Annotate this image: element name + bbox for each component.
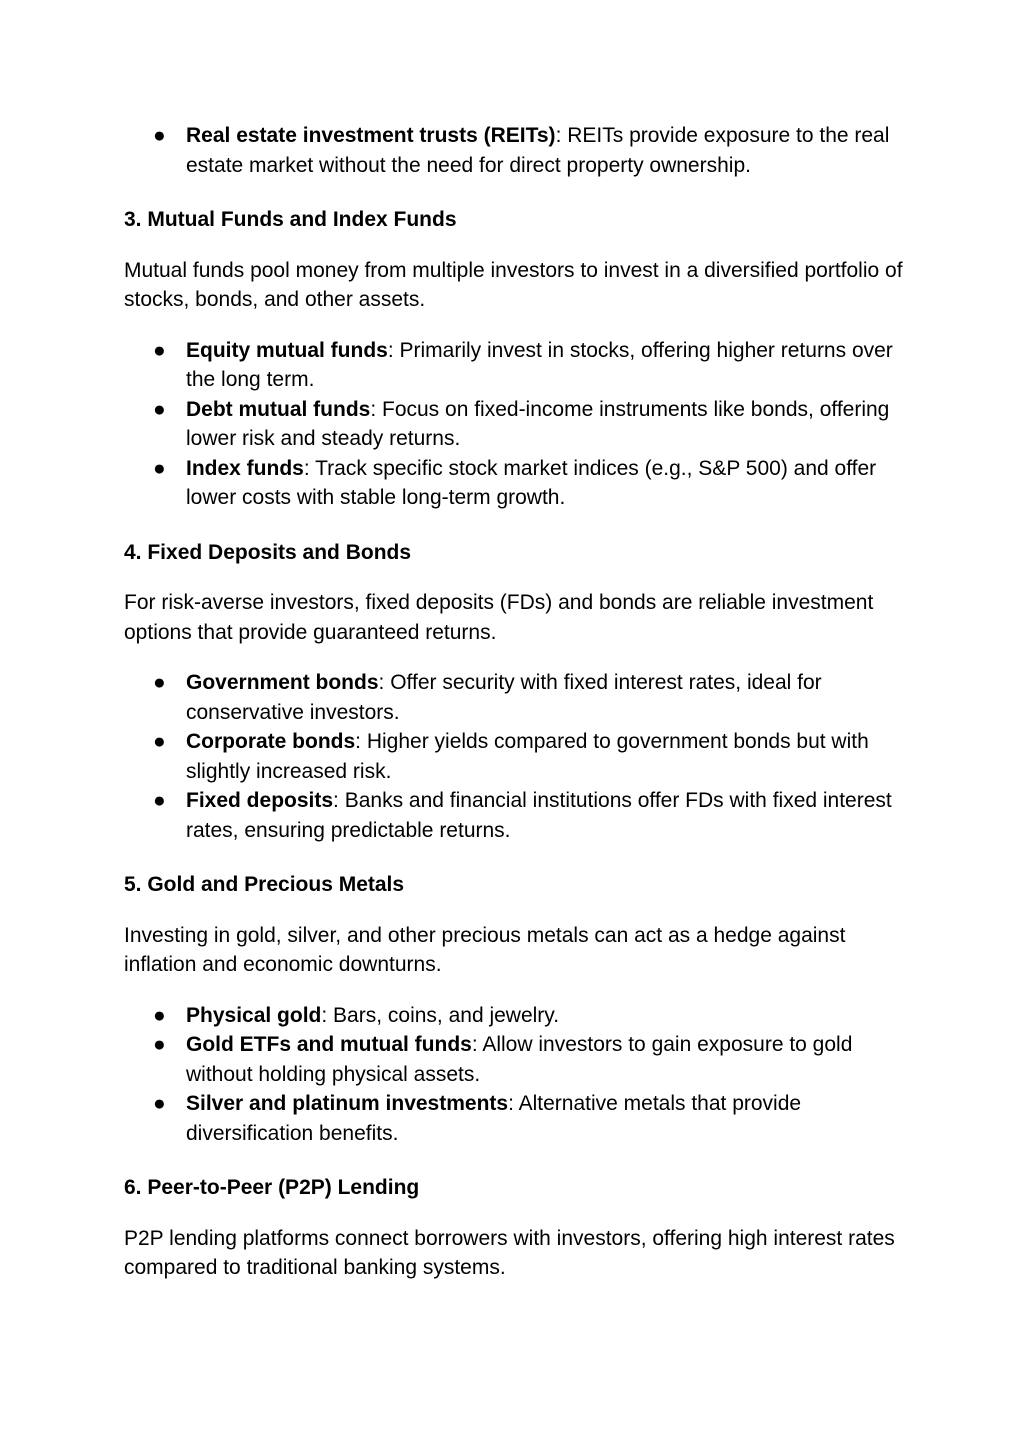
list-item-desc: : Higher yields compared to government bonds but with slightly increased risk. <box>186 730 869 783</box>
section-paragraph: For risk-averse investors, fixed deposits (FDs) and bonds are reliable investment options that provide guaranteed returns. <box>124 591 874 644</box>
list-item-desc: : Primarily invest in stocks, offering higher returns over the long term. <box>186 338 893 391</box>
list-item-desc: : Track specific stock market indices (e.g., S&P 500) and offer lower costs with stable long-term growth. <box>186 456 877 509</box>
bullet-icon: ● <box>153 1003 166 1027</box>
bullet-icon: ● <box>153 1033 166 1056</box>
list-item-term: Corporate bonds <box>186 730 356 753</box>
bullet-icon: ● <box>153 124 166 147</box>
list-item-desc: : REITs provide exposure to the real estate market without the need for direct property ownership. <box>186 124 890 177</box>
list-item-term: Silver and platinum investments <box>186 1092 509 1115</box>
section-paragraph: Investing in gold, silver, and other precious metals can act as a hedge against inflation and economic downturns. <box>124 923 846 976</box>
list-item-desc: : Bars, coins, and jewelry. <box>321 1003 560 1027</box>
list-item-term: Government bonds <box>186 671 379 694</box>
bullet-icon: ● <box>153 397 166 421</box>
bullet-icon: ● <box>153 730 166 753</box>
section-heading: 6. Peer-to-Peer (P2P) Lending <box>124 1176 420 1199</box>
section-heading: 3. Mutual Funds and Index Funds <box>124 208 457 231</box>
sections-container <box>124 205 904 1308</box>
section-heading: 5. Gold and Precious Metals <box>124 873 405 896</box>
list-item <box>124 786 904 845</box>
section-bullet-list <box>124 668 904 845</box>
list-item <box>124 668 904 727</box>
list-item-desc: : Alternative metals that provide diversification benefits. <box>186 1092 802 1145</box>
list-item <box>124 121 904 180</box>
list-item-desc: : Banks and financial institutions offer FDs with fixed interest rates, ensuring predictable returns. <box>186 789 892 842</box>
list-item-term: Debt mutual funds <box>186 397 371 421</box>
list-item <box>124 727 904 786</box>
section-paragraph: P2P lending platforms connect borrowers with investors, offering high interest rates compared to traditional banking systems. <box>124 1226 895 1279</box>
list-item-term: Fixed deposits <box>186 789 334 812</box>
list-item <box>124 336 904 395</box>
list-item-term: Gold ETFs and mutual funds <box>186 1033 472 1056</box>
list-item-term: Real estate investment trusts (REITs) <box>186 124 556 147</box>
bullet-icon: ● <box>153 1092 166 1115</box>
document-page <box>124 121 904 1308</box>
intro-bullet-list <box>124 121 904 180</box>
list-item-term: Physical gold <box>186 1003 322 1027</box>
list-item-desc: : Offer security with fixed interest rates, ideal for conservative investors. <box>186 671 822 724</box>
list-item-desc: : Allow investors to gain exposure to gold without holding physical assets. <box>186 1033 853 1086</box>
bullet-icon: ● <box>153 671 166 694</box>
list-item-desc: : Focus on fixed-income instruments like bonds, offering lower risk and steady returns. <box>186 397 890 450</box>
list-item-term: Index funds <box>186 456 304 480</box>
section-paragraph: Mutual funds pool money from multiple investors to invest in a diversified portfolio of stocks, bonds, and other assets. <box>124 258 903 311</box>
list-item-term: Equity mutual funds <box>186 338 388 362</box>
section-bullet-list <box>124 336 904 513</box>
list-item <box>124 1030 904 1089</box>
section-heading: 4. Fixed Deposits and Bonds <box>124 540 412 564</box>
bullet-icon: ● <box>153 789 166 812</box>
list-item <box>124 454 904 513</box>
list-item <box>124 395 904 454</box>
bullet-icon: ● <box>153 456 166 480</box>
list-item <box>124 1001 904 1031</box>
bullet-icon: ● <box>153 338 166 362</box>
list-item <box>124 1089 904 1148</box>
section-bullet-list <box>124 1001 904 1149</box>
